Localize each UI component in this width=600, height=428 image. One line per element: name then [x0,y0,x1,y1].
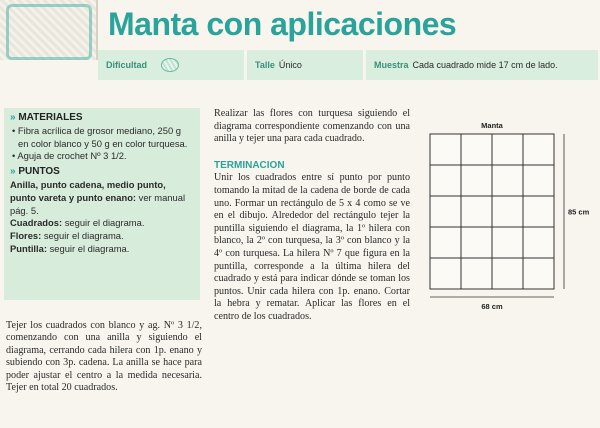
grid-square [523,196,554,227]
grid-square [492,227,523,258]
size-cell [247,50,363,80]
blanket-diagram [424,118,600,328]
flowers-instructions: Realizar las flores con turquesa siguiendo el diagrama correspondiente comenzando con una anilla y tejer una para cada cuadrado. [214,108,410,145]
diagram-title: Manta [481,121,503,130]
grid-square [430,165,461,196]
grid-square [430,227,461,258]
grid-square [430,196,461,227]
difficulty-label: Dificultad [106,60,148,70]
info-bar [98,50,598,80]
stitch-line-flowers: Flores: seguir el diagrama. [10,230,124,242]
blanket-grid-svg [424,118,600,328]
difficulty-cell [98,50,244,80]
grid-square [461,196,492,227]
photo-thumbnail [0,0,98,60]
stitches-heading: » PUNTOS [10,166,60,178]
materials-list [10,125,194,163]
grid-square [430,258,461,289]
yarn-ball-icon [161,58,179,72]
grid-square [461,227,492,258]
stitch-line-edging: Puntilla: seguir el diagrama. [10,242,130,254]
finishing-heading: TERMINACION [214,159,285,171]
grid-square [523,227,554,258]
instructions-column [214,108,410,324]
grid-square [430,134,461,165]
gauge-cell [366,50,598,80]
grid-square [492,258,523,289]
squares-instructions: Tejer los cuadrados con blanco y ag. Nº 3 1/2, comenzando con una anilla y siguiendo el diagrama, cerrando cada hilera con 1p. enano y subiendo con 3p. cadena. La anilla se hace para poder ajustar el centro a la medida necesaria. Tejer en total 20 cuadrados. [6,320,202,394]
grid-square [492,196,523,227]
grid-square [461,165,492,196]
grid-square [523,258,554,289]
width-label: 68 cm [481,302,503,311]
height-label: 85 cm [568,207,590,217]
size-label: Talle [255,60,275,70]
gauge-value: Cada cuadrado mide 17 cm de lado. [412,60,558,70]
size-value: Único [278,60,302,70]
grid-square [461,134,492,165]
page-title: Manta con aplicaciones [108,6,457,42]
gauge-label: Muestra [374,60,409,70]
grid-square [523,134,554,165]
grid-square [492,134,523,165]
grid-square [523,165,554,196]
stitch-line-squares: Cuadrados: seguir el diagrama. [10,217,145,229]
materials-item: • Fibra acrílica de grosor mediano, 250 g en color blanco y 50 g en color turquesa. [10,125,194,151]
grid-square [492,165,523,196]
finishing-instructions: Unir los cuadrados entre sí punto por punto tomando la mitad de la cadena de borde de cada uno. Formar un rectángulo de 5 x 4 como se ve en el dibujo. Alrededor del rectángulo tejer la puntilla siguiendo el diagrama, la 1º hilera con blanco, la 2º con turquesa, la 3º con blanco y la 4º con turquesa. La hilera Nº 7 que figura en la puntilla, corresponde a la última hilera del cuadrado y está para indicar dónde se toman los puntos. Unir cada hilera con 1p. enano. Cortar la hebra y rematar. Aplicar las flores en el centro de los cuadrados. [214,172,410,322]
materials-heading: » MATERIALES [10,112,83,123]
materials-item: • Aguja de crochet Nº 3 1/2. [10,150,194,163]
grid-square [461,258,492,289]
stitches-list: Anilla, punto cadena, medio punto, punto vareta y punto enano: ver manual pág. 5. [10,178,186,216]
materials-box [4,108,200,300]
